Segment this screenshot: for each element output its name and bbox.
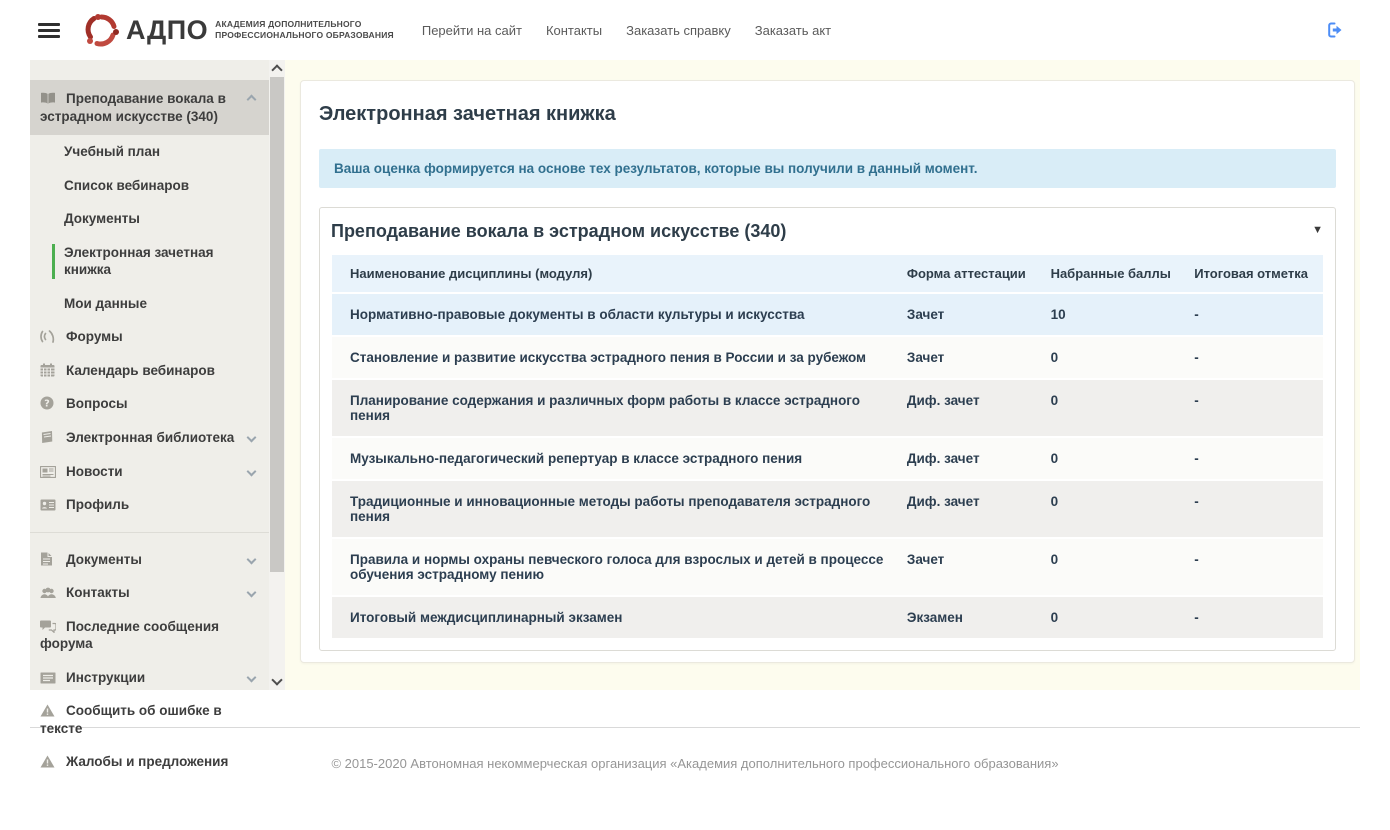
- sidebar-subitem-my-data[interactable]: Мои данные: [64, 295, 147, 311]
- sidebar-item-questions[interactable]: ? Вопросы: [30, 387, 269, 421]
- warning-icon: [40, 704, 56, 717]
- sidebar-item-instructions[interactable]: Инструкции: [30, 661, 269, 695]
- sidebar-item-report-text-error[interactable]: Сообщить об ошибке в тексте: [40, 703, 222, 736]
- nav-link-go-to-site[interactable]: Перейти на сайт: [421, 22, 522, 38]
- gradebook-table: [332, 255, 1323, 638]
- course-panel-header[interactable]: [320, 208, 1335, 255]
- question-icon: [40, 396, 56, 410]
- document-icon: [40, 552, 56, 566]
- page-title: Электронная зачетная книжка: [319, 103, 616, 125]
- news-icon: [40, 466, 56, 478]
- scroll-up-arrow-icon[interactable]: [271, 64, 282, 75]
- sidebar-divider: [30, 532, 269, 533]
- table-header-row: [332, 255, 1323, 293]
- collapse-caret-icon[interactable]: ▼: [1312, 224, 1323, 236]
- sidebar-item-label: Преподавание вокала в эстрадном искусстве (340): [40, 91, 226, 124]
- sidebar-item-course[interactable]: [30, 80, 269, 135]
- brand-logo[interactable]: [82, 11, 394, 49]
- table-row: Нормативно-правовые документы в области культуры и искусства Зачет 10 -: [332, 293, 1323, 336]
- instructions-icon: [40, 672, 56, 684]
- col-header-final-mark: Итоговая отметка: [1184, 255, 1323, 293]
- chevron-up-icon: [247, 95, 257, 105]
- svg-text:?: ?: [44, 398, 50, 410]
- main-content: [285, 60, 1360, 690]
- profile-card-icon: [40, 499, 56, 511]
- sidebar-item-forums[interactable]: Форумы: [30, 320, 269, 354]
- warning-icon: [40, 755, 56, 768]
- col-header-attestation-form: Форма аттестации: [897, 255, 1041, 293]
- chevron-down-icon: [247, 433, 257, 443]
- scrollbar-thumb[interactable]: [270, 77, 284, 572]
- sidebar-subitem-study-plan[interactable]: Учебный план: [64, 144, 161, 160]
- sidebar-item-complaints-suggestions[interactable]: Жалобы и предложения: [30, 745, 269, 779]
- course-panel-body: [320, 255, 1335, 650]
- chat-icon: [40, 620, 56, 633]
- logout-button[interactable]: [1325, 20, 1345, 40]
- open-book-icon: [40, 92, 56, 105]
- table-row: Традиционные и инновационные методы работы преподавателя эстрадного пения Диф. зачет 0 -: [332, 480, 1323, 538]
- sidebar-item-e-library[interactable]: Электронная библиотека: [30, 421, 269, 455]
- scroll-down-arrow-icon[interactable]: [271, 674, 282, 685]
- library-icon: [40, 431, 56, 444]
- content-card: [300, 80, 1355, 663]
- nav-link-contacts[interactable]: Контакты: [545, 22, 603, 38]
- calendar-icon: [40, 363, 56, 377]
- sidebar-subitem-documents[interactable]: Документы: [64, 211, 140, 227]
- col-header-discipline: Наименование дисциплины (модуля): [332, 255, 897, 293]
- brand-caption: АКАДЕМИЯ ДОПОЛНИТЕЛЬНОГО ПРОФЕССИОНАЛЬНОГО ОБРАЗОВАНИЯ: [215, 19, 394, 40]
- brand-abbr: АДПО: [126, 14, 209, 45]
- sidebar-subitem-webinar-list[interactable]: Список вебинаров: [64, 177, 190, 193]
- col-header-points: Набранные баллы: [1041, 255, 1185, 293]
- top-nav: [422, 23, 831, 38]
- adpo-emblem-icon: [82, 11, 120, 49]
- hamburger-menu-icon[interactable]: [38, 20, 60, 41]
- chevron-down-icon: [247, 554, 257, 564]
- chevron-down-icon: [247, 588, 257, 598]
- sidebar-item-contacts-group[interactable]: Контакты: [30, 576, 269, 610]
- chevron-down-icon: [247, 466, 257, 476]
- nav-link-order-act[interactable]: Заказать акт: [754, 22, 832, 38]
- forum-icon: [40, 330, 56, 343]
- contacts-icon: [40, 587, 56, 599]
- sidebar-subitem-gradebook-active[interactable]: Электронная зачетная книжка: [30, 236, 269, 287]
- sidebar-item-news[interactable]: Новости: [30, 455, 269, 489]
- copyright-text: © 2015-2020 Автономная некоммерческая организация «Академия дополнительного профессионального образования»: [331, 756, 1059, 771]
- table-row: Правила и нормы охраны певческого голоса для взрослых и детей в процессе обучения эстрадному пению Зачет 0 -: [332, 538, 1323, 596]
- sidebar-item-documents-group[interactable]: Документы: [30, 543, 269, 577]
- logout-icon: [1325, 20, 1345, 40]
- chevron-down-icon: [247, 672, 257, 682]
- table-row: Музыкально-педагогический репертуар в классе эстрадного пения Диф. зачет 0 -: [332, 437, 1323, 480]
- nav-link-order-certificate[interactable]: Заказать справку: [626, 22, 731, 38]
- table-row: Итоговый междисциплинарный экзамен Экзамен 0 -: [332, 596, 1323, 638]
- sidebar-scrollbar: [269, 60, 285, 690]
- course-panel-title: Преподавание вокала в эстрадном искусстве (340): [331, 221, 787, 241]
- sidebar-item-webinar-calendar[interactable]: Календарь вебинаров: [30, 354, 269, 388]
- sidebar-item-profile[interactable]: Профиль: [30, 488, 269, 522]
- table-row: Становление и развитие искусства эстрадного пения в России и за рубежом Зачет 0 -: [332, 336, 1323, 379]
- sidebar-item-latest-forum-messages[interactable]: Последние сообщения форума: [40, 618, 220, 652]
- info-alert: Ваша оценка формируется на основе тех результатов, которые вы получили в данный момент.: [319, 149, 1336, 188]
- sidebar: [30, 60, 285, 770]
- table-row: Планирование содержания и различных форм работы в классе эстрадного пения Диф. зачет 0 -: [332, 379, 1323, 437]
- top-header: [0, 0, 1390, 60]
- course-panel: [319, 207, 1336, 651]
